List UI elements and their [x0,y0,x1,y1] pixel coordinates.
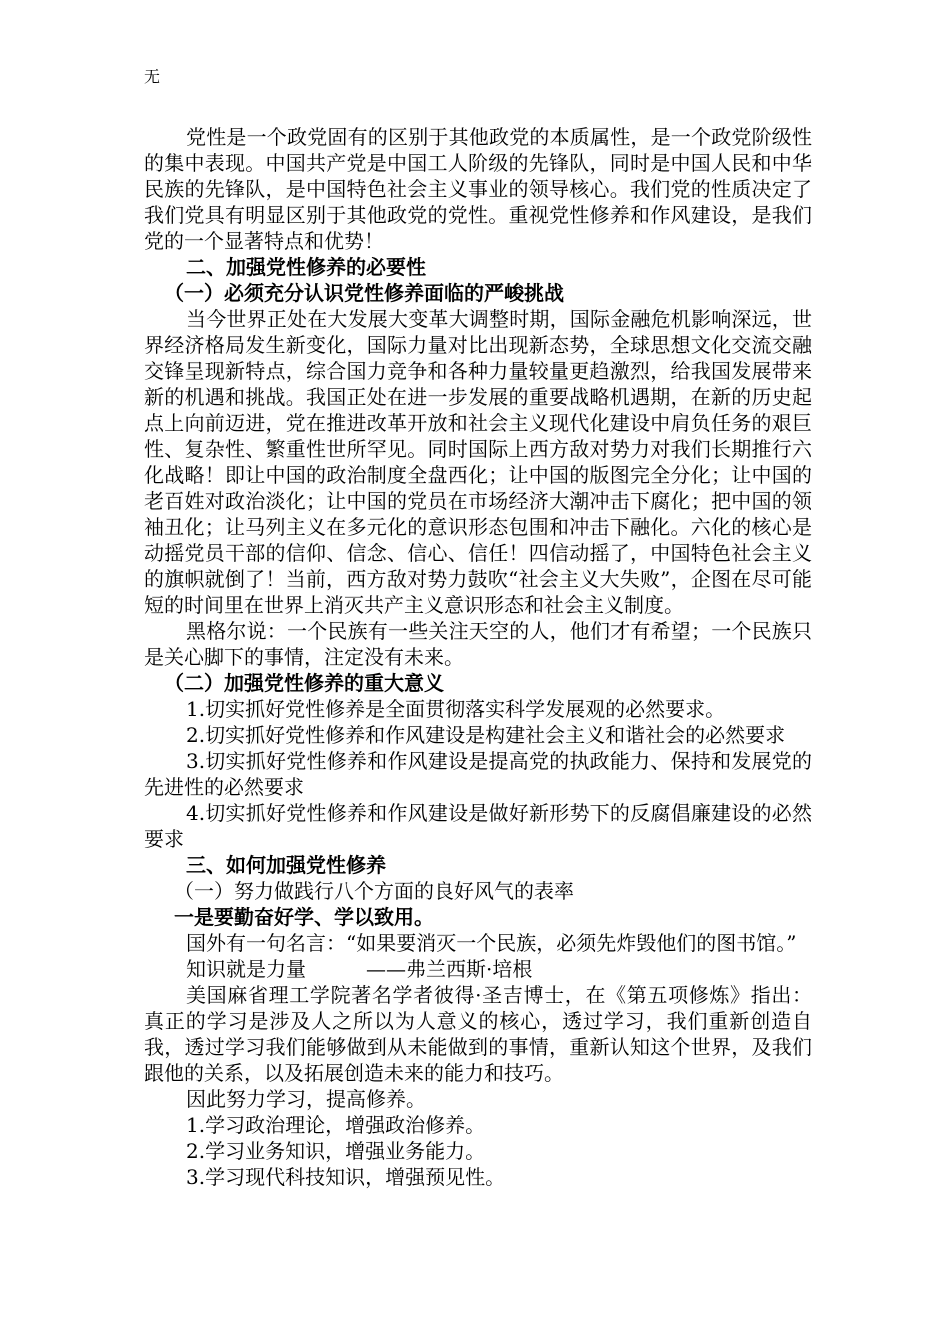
list-item-significance-3: 3.切实抓好党性修养和作风建设是提高党的执政能力、保持和发展党的先进性的必然要求 [144,749,812,799]
list-item-significance-1: 1.切实抓好党性修养是全面贯彻落实科学发展观的必然要求。 [186,697,726,721]
list-item-study-3: 3.学习现代科技知识，增强预见性。 [186,1165,506,1189]
paragraph-bacon-quote: 知识就是力量 ——弗兰西斯·培根 [186,957,533,981]
list-item-study-2: 2.学习业务知识，增强业务能力。 [186,1139,486,1163]
list-item-study-1: 1.学习政治理论，增强政治修养。 [186,1113,486,1137]
page-header: 无 [144,67,161,86]
list-item-significance-4: 4.切实抓好党性修养和作风建设是做好新形势下的反腐倡廉建设的必然要求 [144,801,812,851]
paragraph-challenges: 当今世界正处在大发展大变革大调整时期，国际金融危机影响深远，世界经济格局发生新变化，国际力量对比出现新态势，全球思想文化交流交融交锋呈现新特点，综合国力竞争和各种力量较量更趋激烈，给我国发展带来新的机遇和挑战。我国正处在进一步发展的重要战略机遇期，在新的历史起点上向前迈进，党在推进改革开放和社会主义现代化建设中肩负任务的艰巨性、复杂性、繁重性世所罕见。同时国际上西方敌对势力对我们长期推行六化战略！即让中国的政治制度全盘西化；让中国的版图完全分化；让中国的老百姓对政治淡化；让中国的党员在市场经济大潮冲击下腐化；把中国的领袖丑化；让马列主义在多元化的意识形态包围和冲击下融化。六化的核心是动摇党员干部的信仰、信念、信心、信任！四信动摇了，中国特色社会主义的旗帜就倒了！当前，西方敌对势力鼓吹“社会主义大失败”，企图在尽可能短的时间里在世界上消灭共产主义意识形态和社会主义制度。 [144,307,812,617]
paragraph-library-quote: 国外有一句名言：“如果要消灭一个民族，必须先炸毁他们的图书馆。” [186,931,797,955]
intro-paragraph: 党性是一个政党固有的区别于其他政党的本质属性，是一个政党阶级性的集中表现。中国共产党是中国工人阶级的先锋队，同时是中国人民和中华民族的先锋队，是中国特色社会主义事业的领导核心。我们党的性质决定了我们党具有明显区别于其他政党的党性。重视党性修养和作风建设，是我们党的一个显著特点和优势！ [144,125,812,253]
paragraph-conclusion: 因此努力学习，提高修养。 [186,1087,426,1111]
section-heading-3: 三、如何加强党性修养 [186,853,386,877]
subsection-heading-3: （一）努力做践行八个方面的良好风气的表率 [174,879,574,903]
point-heading-1: 一是要勤奋好学、学以致用。 [174,905,434,929]
list-item-significance-2: 2.切实抓好党性修养和作风建设是构建社会主义和谐社会的必然要求 [186,723,786,747]
section-heading-2: 二、加强党性修养的必要性 [186,255,426,279]
paragraph-hegel-quote: 黑格尔说：一个民族有一些关注天空的人，他们才有希望；一个民族只是关心脚下的事情，注定没有未来。 [144,619,812,669]
document-body [144,124,812,1190]
subsection-heading-2: （二）加强党性修养的重大意义 [164,671,444,695]
subsection-heading-1: （一）必须充分认识党性修养面临的严峻挑战 [164,281,564,305]
paragraph-senge: 美国麻省理工学院著名学者彼得·圣吉博士，在《第五项修炼》指出：真正的学习是涉及人之所以为人意义的核心，透过学习，我们重新创造自我，透过学习我们能够做到从未能做到的事情，重新认知这个世界，及我们跟他的关系，以及拓展创造未来的能力和技巧。 [144,983,812,1085]
